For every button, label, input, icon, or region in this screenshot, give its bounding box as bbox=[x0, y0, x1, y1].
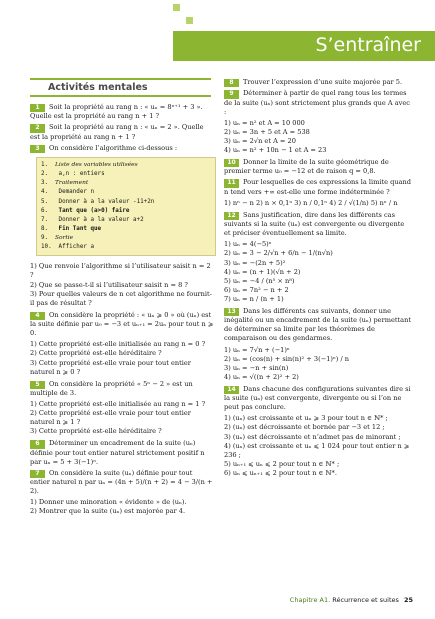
exercise-12: 12 Sans justification, dire dans les différents cas suivants si la suite (uₙ) est convergente ou divergente et préciser éventuellement sa limite. bbox=[224, 210, 405, 238]
code-line: 9. Sortie bbox=[41, 235, 74, 242]
list-item: 1) nⁿ − n 2) n × 0,1ⁿ 3) n / 0,1ⁿ 4) 2 / √(1/n) 5) nⁿ / n bbox=[224, 198, 398, 207]
exercise-2: 2 Soit la propriété au rang n : « uₙ = 2 ». Quelle est la propriété au rang n + 1 ? bbox=[30, 123, 204, 141]
exercise-11: 11 Pour lesquelles de ces expressions la limite quand n tend vers +∞ est-elle une forme indéterminée ? bbox=[224, 178, 411, 196]
code-line: 4. Demander n bbox=[41, 189, 95, 196]
list-item: 7) uₙ = n / (n + 1) bbox=[224, 294, 284, 303]
list-item: 4) uₙ = (n + 1)(√n + 2) bbox=[224, 267, 301, 276]
code-line: 8. Fin Tant que bbox=[41, 225, 102, 232]
list-item: 2) uₙ = 3 − 2/√n + 6/n − 1/(n√n) bbox=[224, 249, 333, 258]
section-title: Activités mentales bbox=[30, 78, 211, 97]
exercise-7: 7 On considère la suite (uₙ) définie pour tout entier naturel n par uₙ = (4n + 5)/(n + 2) = 4 − 3/(n + 2). bbox=[30, 468, 213, 496]
exercise-1: 1 Soit la propriété au rang n : « uₙ = 8ⁿ⁺¹ + 3 ». Quelle est la propriété au rang n + 1 ? bbox=[30, 103, 203, 121]
list-item: 2) (uₙ) est décroissante et bornée par −3 et 12 ; bbox=[224, 423, 385, 432]
list-item: 4) uₙ = √((n + 2)² + 2) bbox=[224, 372, 299, 381]
question: 3) Pour quelles valeurs de n cet algorithme ne fournit-il pas de résultat ? bbox=[30, 289, 212, 307]
deco-square bbox=[173, 4, 180, 11]
code-line: 1. Liste des variables utilisées bbox=[41, 161, 138, 168]
exercise-5: 5 On considère la propriété « 5ⁿ − 2 » est un multiple de 3. bbox=[30, 379, 193, 397]
algorithm-box bbox=[36, 157, 216, 256]
right-column bbox=[224, 78, 412, 478]
question: 2) Cette propriété est-elle héréditaire ? bbox=[30, 349, 162, 358]
list-item: 4) (uₙ) est croissante et uₙ ⩽ 1 024 pour tout entier n ⩾ 236 ; bbox=[224, 441, 410, 459]
list-item: 1) uₙ = 7√n + (−1)ⁿ bbox=[224, 345, 290, 354]
code-line: 7. Donner à a la valeur a+2 bbox=[41, 216, 144, 223]
exercise-9: 9 Déterminer à partir de quel rang tous les termes de la suite (uₙ) sont strictement plus grands que A avec : bbox=[224, 89, 410, 116]
footer-chapter: Chapitre A1. bbox=[289, 596, 331, 604]
code-line: 2. a,n : entiers bbox=[41, 171, 105, 178]
code-line: 6. Tant que (a>0) faire bbox=[41, 207, 130, 214]
question: 3) Cette propriété est-elle héréditaire ? bbox=[30, 427, 162, 436]
list-item: 1) (uₙ) est croissante et uₙ ⩾ 3 pour tout n ∈ ℕ* ; bbox=[224, 414, 388, 423]
footer-title: Récurrence et suites bbox=[332, 596, 399, 604]
question: 2) Cette propriété est-elle vraie pour tout entier naturel n ⩾ 1 ? bbox=[30, 409, 191, 427]
exercise-4: 4 On considère la propriété : « uₙ ⩾ 0 » où (uₙ) est la suite définie par u₀ = −3 et uₙ₊₁ = 2uₙ pour tout n ⩾ 0. bbox=[30, 310, 214, 338]
page-header bbox=[0, 0, 435, 66]
exercise-10: 10 Donner la limite de la suite géométrique de premier terme u₀ = −12 et de raison q = 0,8. bbox=[224, 158, 389, 176]
exercise-13: 13 Dans les différents cas suivants, donner une inégalité ou un encadrement de la suite (uₙ) permettant de déterminer sa limite par les théorèmes de comparaison ou des gendarmes. bbox=[224, 307, 412, 343]
list-item: 3) (uₙ) est décroissante et n’admet pas de minorant ; bbox=[224, 432, 401, 441]
exercise-14: 14 Dans chacune des configurations suivantes dire si la suite (uₙ) est convergente, divergente ou si l’on ne peut pas conclure. bbox=[224, 384, 411, 412]
page-title: S’entraîner bbox=[315, 34, 421, 56]
left-column bbox=[30, 78, 214, 517]
list-item: 3) uₙ = −(2n + 5)² bbox=[224, 258, 286, 267]
list-item: 4) uₙ = n² + 10n − 1 et A = 23 bbox=[224, 146, 327, 154]
question: 2) Que se passe-t-il si l’utilisateur saisit n = 8 ? bbox=[30, 280, 188, 289]
page-footer bbox=[290, 596, 413, 604]
question: 1) Que renvoie l’algorithme si l’utilisateur saisit n = 2 ? bbox=[30, 262, 211, 280]
question: 1) Donner une minoration « évidente » de (uₙ). bbox=[30, 498, 187, 507]
code-line: 3. Traitement bbox=[41, 180, 89, 187]
list-item: 2) uₙ = 3n + 5 et A = 538 bbox=[224, 127, 310, 136]
list-item: 5) uₙ = −4 / (n⁵ × n⁸) bbox=[224, 276, 295, 285]
exercise-3: 3 On considère l’algorithme ci-dessous : bbox=[30, 144, 214, 153]
list-item: 3) uₙ = −n + sin(n) bbox=[224, 363, 289, 372]
list-item: 6) uₙ = 7n² − n + 2 bbox=[224, 285, 289, 294]
page-number: 25 bbox=[403, 596, 413, 604]
exercise-8: 8 Trouver l’expression d’une suite majorée par 5. bbox=[224, 78, 412, 87]
list-item: 6) uₙ ⩽ uₙ₊₁ ⩽ 2 pour tout n ∈ ℕ*. bbox=[224, 468, 337, 477]
list-item: 1) uₙ = 4(−5)ⁿ bbox=[224, 240, 272, 249]
code-line: 5. Donner à a la valeur -11+2n bbox=[41, 198, 155, 205]
question: 1) Cette propriété est-elle initialisée au rang n = 1 ? bbox=[30, 400, 206, 409]
list-item: 2) uₙ = (cos(n) + sin(n)² + 3(−1)ⁿ) / n bbox=[224, 354, 350, 363]
question: 3) Cette propriété est-elle vraie pour tout entier naturel n ⩾ 0 ? bbox=[30, 358, 191, 376]
list-item: 3) uₙ = 2√n et A = 20 bbox=[224, 136, 296, 145]
code-line: 10. Afficher a bbox=[41, 244, 95, 251]
deco-square bbox=[186, 17, 193, 24]
question: 2) Montrer que la suite (uₙ) est majorée par 4. bbox=[30, 507, 186, 516]
exercise-6: 6 Déterminer un encadrement de la suite (uₙ) définie pour tout entier naturel strictement positif n par uₙ = 5 + 3(−1)ⁿ. bbox=[30, 439, 205, 466]
list-item: 1) uₙ = n² et A = 10 000 bbox=[224, 118, 305, 127]
list-item: 5) uₙ₊₁ ⩽ uₙ ⩽ 2 pour tout n ∈ ℕ* ; bbox=[224, 459, 340, 468]
question: 1) Cette propriété est-elle initialisée au rang n = 0 ? bbox=[30, 340, 206, 349]
